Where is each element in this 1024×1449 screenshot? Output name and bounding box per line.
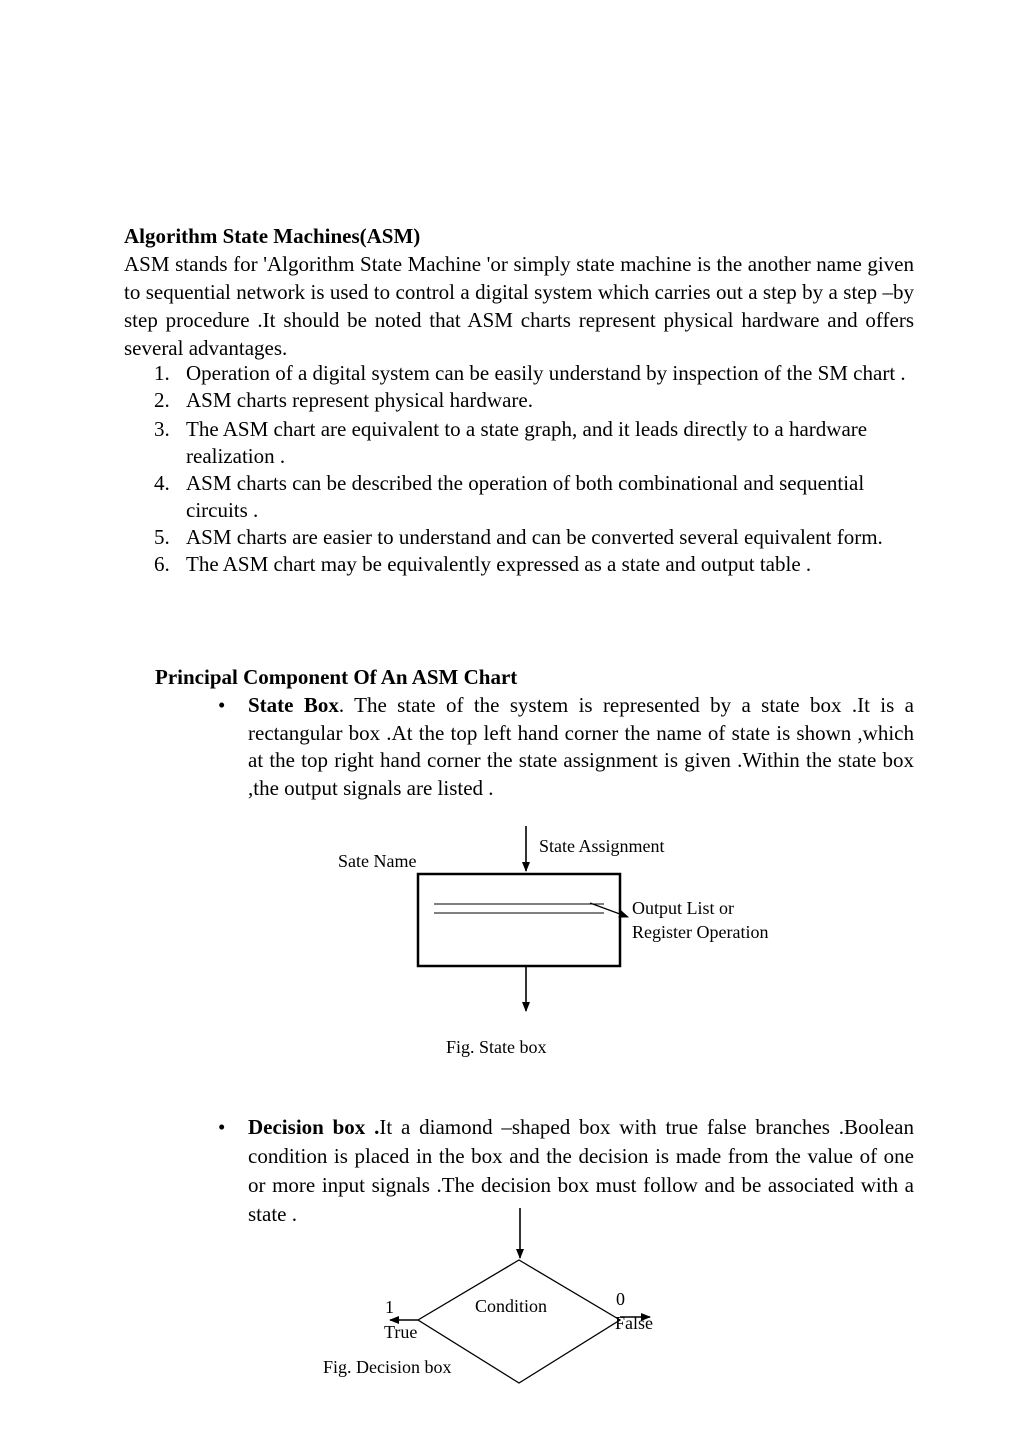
list-number: 6. bbox=[154, 552, 170, 576]
list-item-text: ASM charts can be described the operation of both combinational and sequential circuits . bbox=[186, 471, 865, 522]
list-number: 5. bbox=[154, 525, 170, 549]
list-number: 3. bbox=[154, 417, 170, 441]
list-item-text: ASM charts represent physical hardware. bbox=[186, 388, 533, 412]
output-list-label: Output List or bbox=[632, 898, 734, 918]
state-box bbox=[418, 874, 620, 966]
condition-label: Condition bbox=[475, 1296, 548, 1316]
bullet-text: . The state of the system is represented by a state box .It is a rectangular box .At the top left hand corner the name of state is shown ,which at the top right hand corner the state assignment is given .Within the state box ,the output signals are listed . bbox=[248, 693, 914, 800]
register-operation-label: Register Operation bbox=[632, 922, 769, 942]
figure-caption: Fig. Decision box bbox=[323, 1357, 452, 1377]
false-value-label: 0 bbox=[616, 1289, 625, 1309]
bullet-term: Decision box . bbox=[248, 1115, 380, 1139]
list-item-text: The ASM chart are equivalent to a state graph, and it leads directly to a hardware realization . bbox=[186, 417, 868, 468]
bullet-icon: • bbox=[218, 693, 226, 717]
output-pointer-arrow bbox=[590, 903, 628, 917]
section-title: Principal Component Of An ASM Chart bbox=[155, 665, 518, 689]
true-value-label: 1 bbox=[385, 1297, 394, 1317]
bullet-term: State Box bbox=[248, 693, 339, 717]
true-label: True bbox=[384, 1322, 418, 1342]
intro-paragraph: ASM stands for 'Algorithm State Machine 'or simply state machine is the another name given to sequential network is used to control a digital system which carries out a step by a step –by step procedure .It should be noted that ASM charts represent physical hardware and offers several advantages. bbox=[124, 252, 914, 360]
list-number: 4. bbox=[154, 471, 170, 495]
list-number: 2. bbox=[154, 388, 170, 412]
bullet-text: It a diamond –shaped box with true false branches .Boolean condition is placed in the box and the decision is made from the value of one or more input signals .The decision box must follow and be associated with a state . bbox=[248, 1115, 914, 1226]
false-label: False bbox=[615, 1313, 653, 1333]
document-title: Algorithm State Machines(ASM) bbox=[124, 224, 421, 248]
decision-box-figure bbox=[323, 1208, 653, 1383]
state-box-figure bbox=[338, 826, 768, 1057]
list-item-text: ASM charts are easier to understand and can be converted several equivalent form. bbox=[186, 525, 883, 549]
state-assignment-label: State Assignment bbox=[539, 836, 665, 856]
list-item-text: The ASM chart may be equivalently expressed as a state and output table . bbox=[186, 552, 812, 576]
figure-caption: Fig. State box bbox=[446, 1037, 547, 1057]
bullet-icon: • bbox=[218, 1115, 226, 1139]
list-item-text: Operation of a digital system can be easily understand by inspection of the SM chart . bbox=[186, 361, 906, 385]
state-name-label: Sate Name bbox=[338, 851, 417, 871]
list-number: 1. bbox=[154, 361, 170, 385]
